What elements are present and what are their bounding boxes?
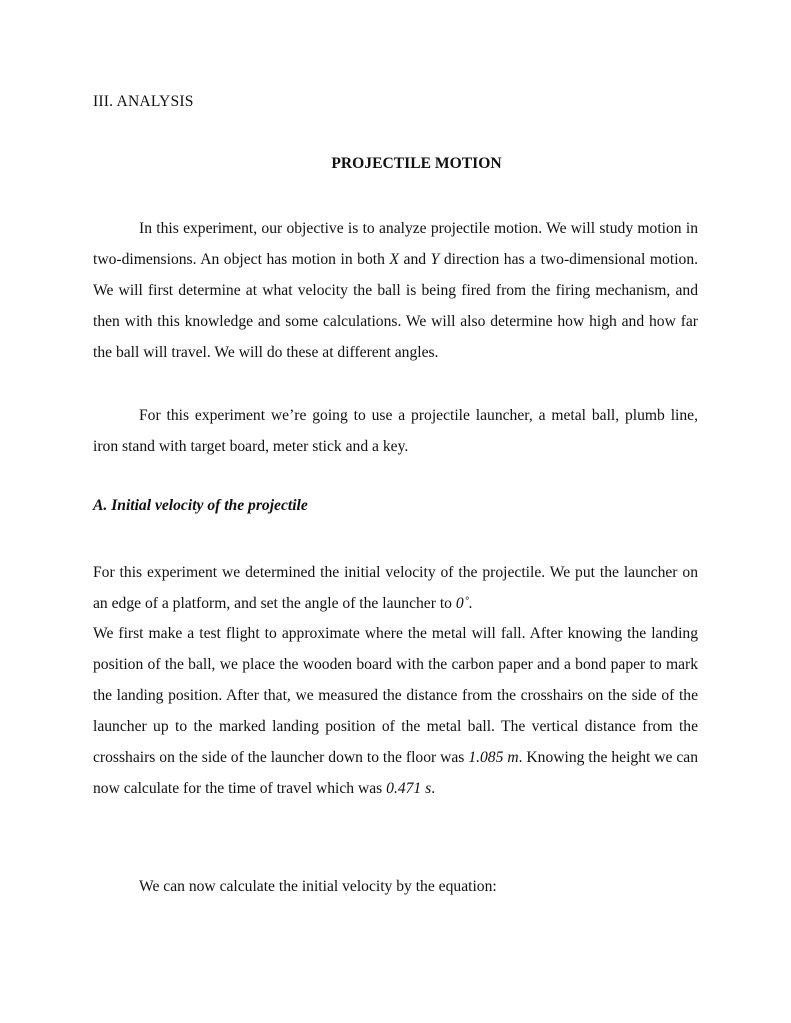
procedure-mid: . Knowing the height we can now calculate for the time of travel which was: [93, 749, 698, 797]
procedure-end: .: [431, 780, 436, 797]
intro-text-2: direction has a two-dimensional motion. We will first determine at what velocity the ball is being fired from the firing mechanism, and then with this knowledge and some calculations. We will also determine how high and how far the ball will travel. We will do these at different angles.: [93, 251, 699, 361]
intro-paragraph: [93, 213, 698, 368]
page-title: PROJECTILE MOTION: [331, 155, 502, 172]
launch-angle: 0˚.: [455, 595, 473, 612]
x-symbol: X: [389, 251, 399, 268]
height-value: 1.085 m: [468, 749, 519, 766]
equipment-paragraph: For this experiment we’re going to use a projectile launcher, a metal ball, plumb line, iron stand with target board, meter stick and a key.: [93, 407, 698, 455]
equation-intro: We can now calculate the initial velocity by the equation:: [139, 878, 497, 895]
y-symbol: Y: [430, 251, 440, 268]
subsection-heading: A. Initial velocity of the projectile: [93, 497, 308, 514]
setup-text: For this experiment we determined the initial velocity of the projectile. We put the launcher on an edge of a platform, and set the angle of the launcher to: [93, 564, 698, 612]
procedure-text: We first make a test flight to approximate where the metal will fall. After knowing the landing position of the ball, we place the wooden board with the carbon paper and a bond paper to mark the landing position. After that, we measured the distance from the crosshairs on the side of the launcher up to the marked landing position of the metal ball. The vertical distance from the crosshairs on the side of the launcher down to the floor was: [93, 625, 698, 766]
procedure-paragraph: [93, 618, 698, 804]
section-heading: III. ANALYSIS: [93, 93, 194, 110]
intro-and: and: [398, 251, 431, 268]
time-value: 0.471 s: [386, 780, 432, 797]
setup-paragraph: [93, 557, 698, 619]
intro-text-1: In this experiment, our objective is to analyze projectile motion. We will study motion in two-dimensions. An object has motion in both: [93, 220, 698, 268]
